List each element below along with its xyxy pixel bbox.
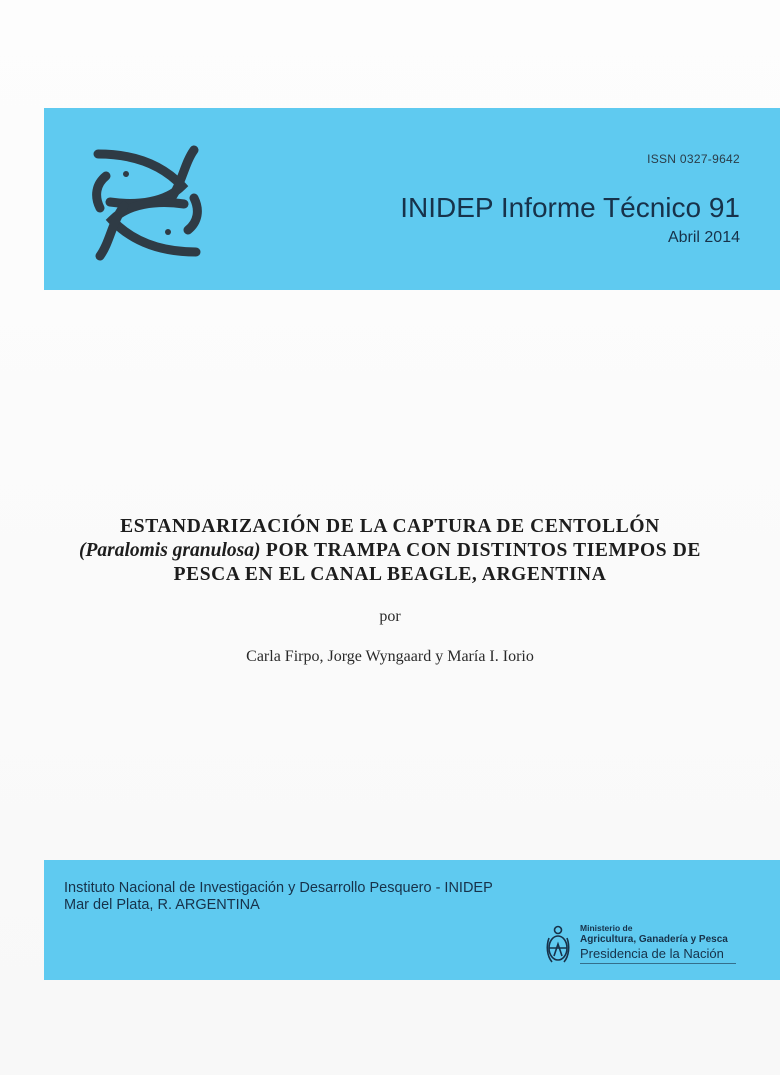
publication-date: Abril 2014	[667, 229, 740, 246]
ministry-logo	[544, 920, 744, 970]
title-line-3: PESCA EN EL CANAL BEAGLE, ARGENTINA	[173, 564, 607, 585]
header-band	[44, 108, 780, 290]
title-line-2-rest: POR TRAMPA CON DISTINTOS TIEMPOS DE	[260, 540, 702, 561]
issn-label: ISSN 0327-9642	[647, 152, 740, 166]
institute-info	[64, 880, 493, 914]
series-title: INIDEP Informe Técnico 91	[400, 192, 740, 223]
ministry-line-3: Presidencia de la Nación	[580, 946, 724, 961]
ministry-line-2: Agricultura, Ganadería y Pesca	[580, 934, 728, 945]
institute-name: Instituto Nacional de Investigación y Desarrollo Pesquero - INIDEP	[64, 880, 493, 896]
title-line-2	[60, 539, 720, 563]
by-label: por	[379, 608, 401, 625]
argentina-coat-of-arms-icon	[544, 924, 572, 964]
authors: Carla Firpo, Jorge Wyngaard y María I. Iorio	[246, 648, 534, 665]
report-title	[60, 515, 720, 587]
ministry-divider	[580, 963, 736, 964]
ministry-line-1: Ministerio de	[580, 923, 633, 933]
institute-location: Mar del Plata, R. ARGENTINA	[64, 897, 260, 913]
title-line-1: ESTANDARIZACIÓN DE LA CAPTURA DE CENTOLLÓN	[120, 516, 660, 537]
inidep-fish-logo-icon	[92, 144, 202, 262]
footer-band	[44, 860, 780, 980]
species-name: (Paralomis granulosa)	[78, 540, 261, 561]
